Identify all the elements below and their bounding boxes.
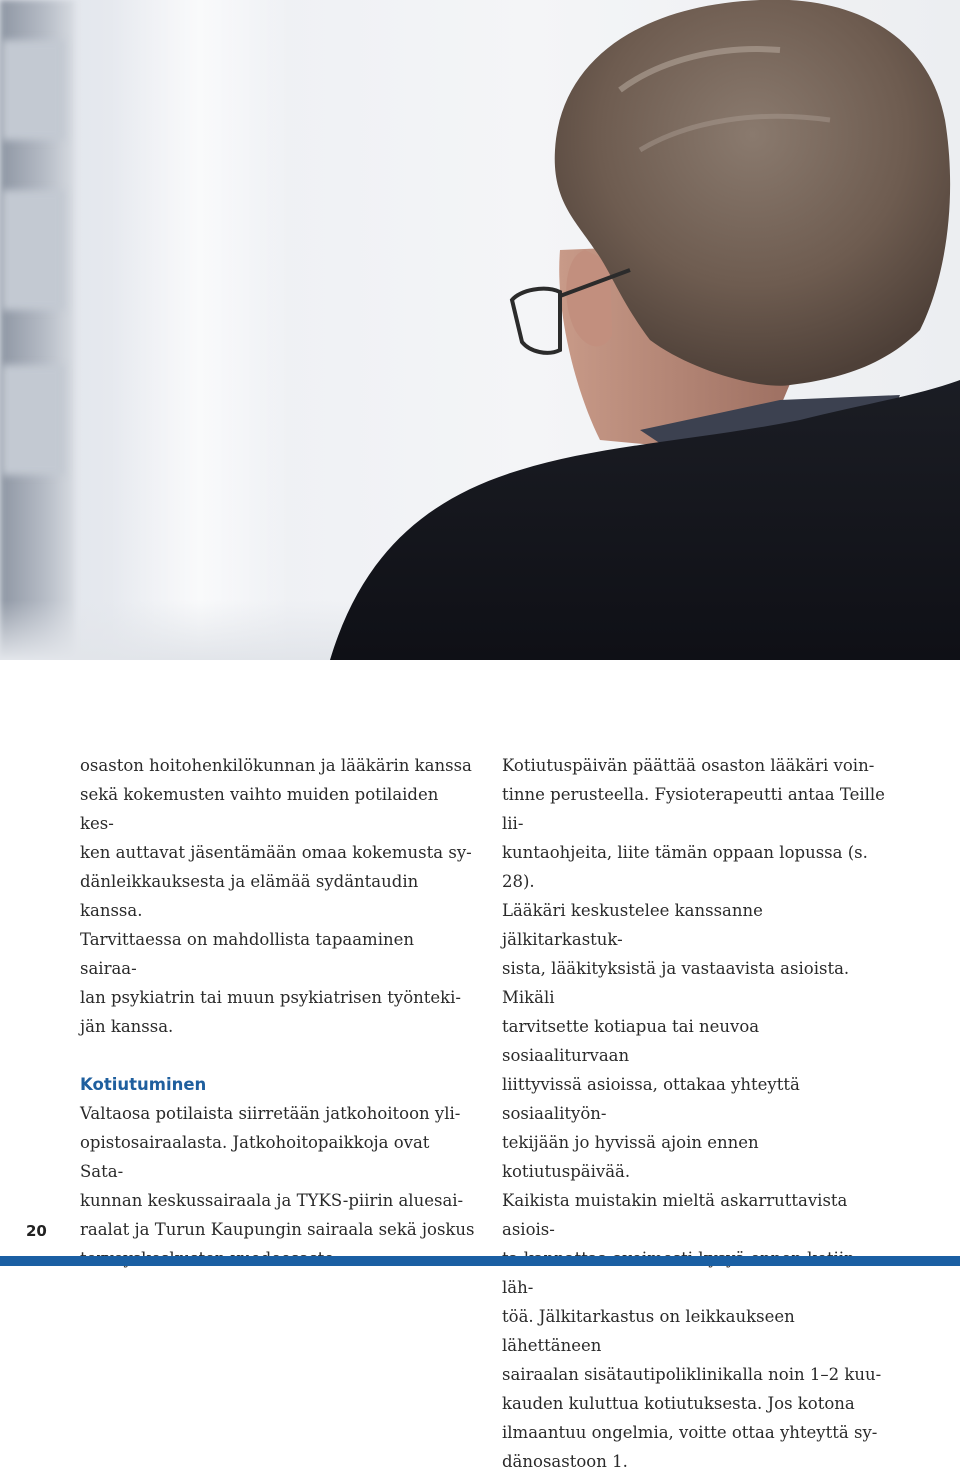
text-line: dänosastoon 1. xyxy=(502,1452,628,1471)
text-line: töä. Jälkitarkastus on leikkaukseen lähettäneen xyxy=(502,1307,795,1355)
text-line: Tarvittaessa on mahdollista tapaaminen sairaa- xyxy=(80,930,414,978)
text-line: raalat ja Turun Kaupungin sairaala sekä joskus xyxy=(80,1220,475,1239)
section-heading-kotiutuminen: Kotiutuminen xyxy=(80,1075,207,1094)
text-line: ilmaantuu ongelmia, voitte ottaa yhteyttä sy- xyxy=(502,1423,878,1442)
text-line: lan psykiatrin tai muun psykiatrisen työnteki- xyxy=(80,988,461,1007)
text-line: sista, lääkityksistä ja vastaavista asioista. Mikäli xyxy=(502,959,850,1007)
paragraph-follow-up-care xyxy=(80,1099,475,1273)
text-line: kunnan keskussairaala ja TYKS-piirin aluesai- xyxy=(80,1191,464,1210)
right-text-column xyxy=(502,751,887,1476)
text-line: tinne perusteella. Fysioterapeutti antaa Teille lii- xyxy=(502,785,885,833)
text-line: ken auttavat jäsentämään omaa kokemusta sy- xyxy=(80,843,472,862)
bottom-accent-bar xyxy=(0,1256,960,1266)
text-line: Lääkäri keskustelee kanssanne jälkitarkastuk- xyxy=(502,901,763,949)
text-line: sairaalan sisätautipoliklinikalla noin 1–2 kuu- xyxy=(502,1365,882,1384)
text-line: opistosairaalasta. Jatkohoitopaikkoja ovat Sata- xyxy=(80,1133,430,1181)
person-illustration xyxy=(0,0,960,660)
left-text-column xyxy=(80,751,475,1273)
text-line: dänleikkauksesta ja elämää sydäntaudin kanssa. xyxy=(80,872,419,920)
glasses-icon xyxy=(512,289,560,353)
text-line: osaston hoitohenkilökunnan ja lääkärin kanssa xyxy=(80,756,472,775)
text-line: kuntaohjeita, liite tämän oppaan lopussa (s. 28). xyxy=(502,843,868,891)
text-line: Kotiutuspäivän päättää osaston lääkäri voin- xyxy=(502,756,875,775)
text-line: kauden kuluttua kotiutuksesta. Jos kotona xyxy=(502,1394,855,1413)
paragraph-support xyxy=(80,751,475,1041)
text-line: tarvitsette kotiapua tai neuvoa sosiaaliturvaan xyxy=(502,1017,760,1065)
text-line: tekijään jo hyvissä ajoin ennen kotiutuspäivää. xyxy=(502,1133,759,1181)
text-line: läh- xyxy=(502,1278,534,1297)
page-number: 20 xyxy=(26,1222,47,1240)
text-line: Valtaosa potilaista siirretään jatkohoitoon yli- xyxy=(80,1104,461,1123)
photo-elderly-man xyxy=(0,0,960,660)
text-line: liittyvissä asioissa, ottakaa yhteyttä sosiaalityön- xyxy=(502,1075,800,1123)
text-line: Kaikista muistakin mieltä askarruttavista asiois- xyxy=(502,1191,848,1239)
paragraph-discharge xyxy=(502,751,887,1476)
text-line: jän kanssa. xyxy=(80,1017,174,1036)
text-line: sekä kokemusten vaihto muiden potilaiden kes- xyxy=(80,785,439,833)
